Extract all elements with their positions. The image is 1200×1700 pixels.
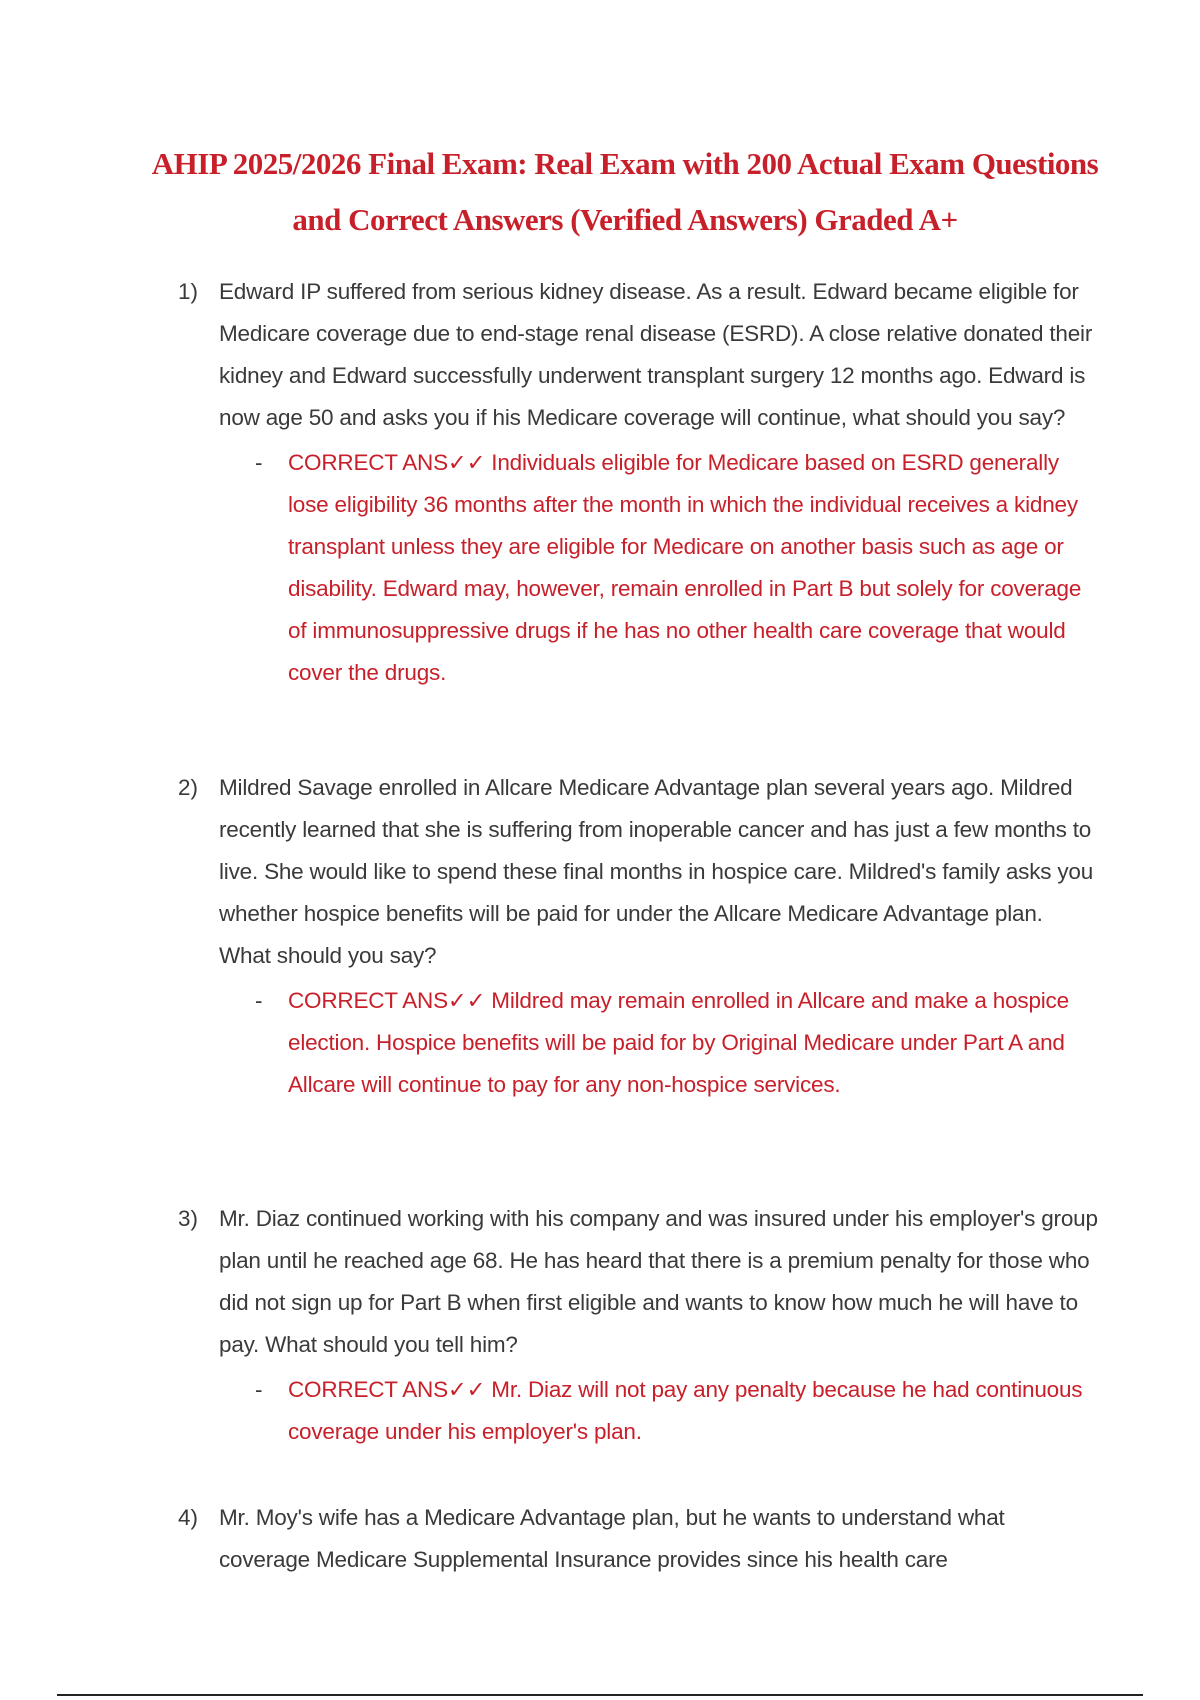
question-block-3 <box>178 1198 1098 1453</box>
answer-row <box>255 1369 1098 1453</box>
question-block-4 <box>178 1497 1098 1581</box>
question-row <box>178 767 1098 977</box>
question-row <box>178 271 1098 439</box>
question-block-1 <box>178 271 1098 694</box>
answer-bullet: - <box>255 988 263 1013</box>
question-row <box>178 1198 1098 1366</box>
answer-bullet: - <box>255 1377 263 1402</box>
question-text: Mildred Savage enrolled in Allcare Medicare Advantage plan several years ago. Mildred recently learned that she is suffering from inoperable cancer and has just a few months to live. She would like to spend these final months in hospice care. Mildred's family asks you whether hospice benefits will be paid for under the Allcare Medicare Advantage plan. What should you say? <box>219 775 1094 968</box>
answer-text: CORRECT ANS✓✓ Mildred may remain enrolled in Allcare and make a hospice election. Hospice benefits will be paid for by Original Medicare under Part A and Allcare will continue to pay for any non-hospice services. <box>288 988 1069 1097</box>
document-title: AHIP 2025/2026 Final Exam: Real Exam with 200 Actual Exam Questions and Correct Answers (Verified Answers) Graded A+ <box>151 146 1099 237</box>
answer-row <box>255 442 1098 694</box>
question-block-2 <box>178 767 1098 1106</box>
question-row <box>178 1497 1098 1581</box>
question-number: 3) <box>178 1206 199 1231</box>
question-number: 1) <box>178 279 199 304</box>
question-text: Mr. Diaz continued working with his company and was insured under his employer's group plan until he reached age 68. He has heard that there is a premium penalty for those who did not sign up for Part B when first eligible and wants to know how much he will have to pay. What should you tell him? <box>219 1206 1098 1357</box>
answer-text: CORRECT ANS✓✓ Individuals eligible for Medicare based on ESRD generally lose eligibility 36 months after the month in which the individual receives a kidney transplant unless they are eligible for Medicare on another basis such as age or disability. Edward may, however, remain enrolled in Part B but solely for coverage of immunosuppressive drugs if he has no other health care coverage that would cover the drugs. <box>288 450 1082 685</box>
question-text: Edward IP suffered from serious kidney disease. As a result. Edward became eligible for Medicare coverage due to end-stage renal disease (ESRD). A close relative donated their kidney and Edward successfully underwent transplant surgery 12 months ago. Edward is now age 50 and asks you if his Medicare coverage will continue, what should you say? <box>219 279 1093 430</box>
answer-bullet: - <box>255 450 263 475</box>
footer-divider <box>57 1694 1143 1696</box>
question-text: Mr. Moy's wife has a Medicare Advantage plan, but he wants to understand what coverage Medicare Supplemental Insurance provides since his health care <box>219 1505 1005 1572</box>
answer-text: CORRECT ANS✓✓ Mr. Diaz will not pay any penalty because he had continuous coverage under his employer's plan. <box>288 1377 1083 1444</box>
question-number: 2) <box>178 775 199 800</box>
question-number: 4) <box>178 1505 199 1530</box>
answer-row <box>255 980 1098 1106</box>
